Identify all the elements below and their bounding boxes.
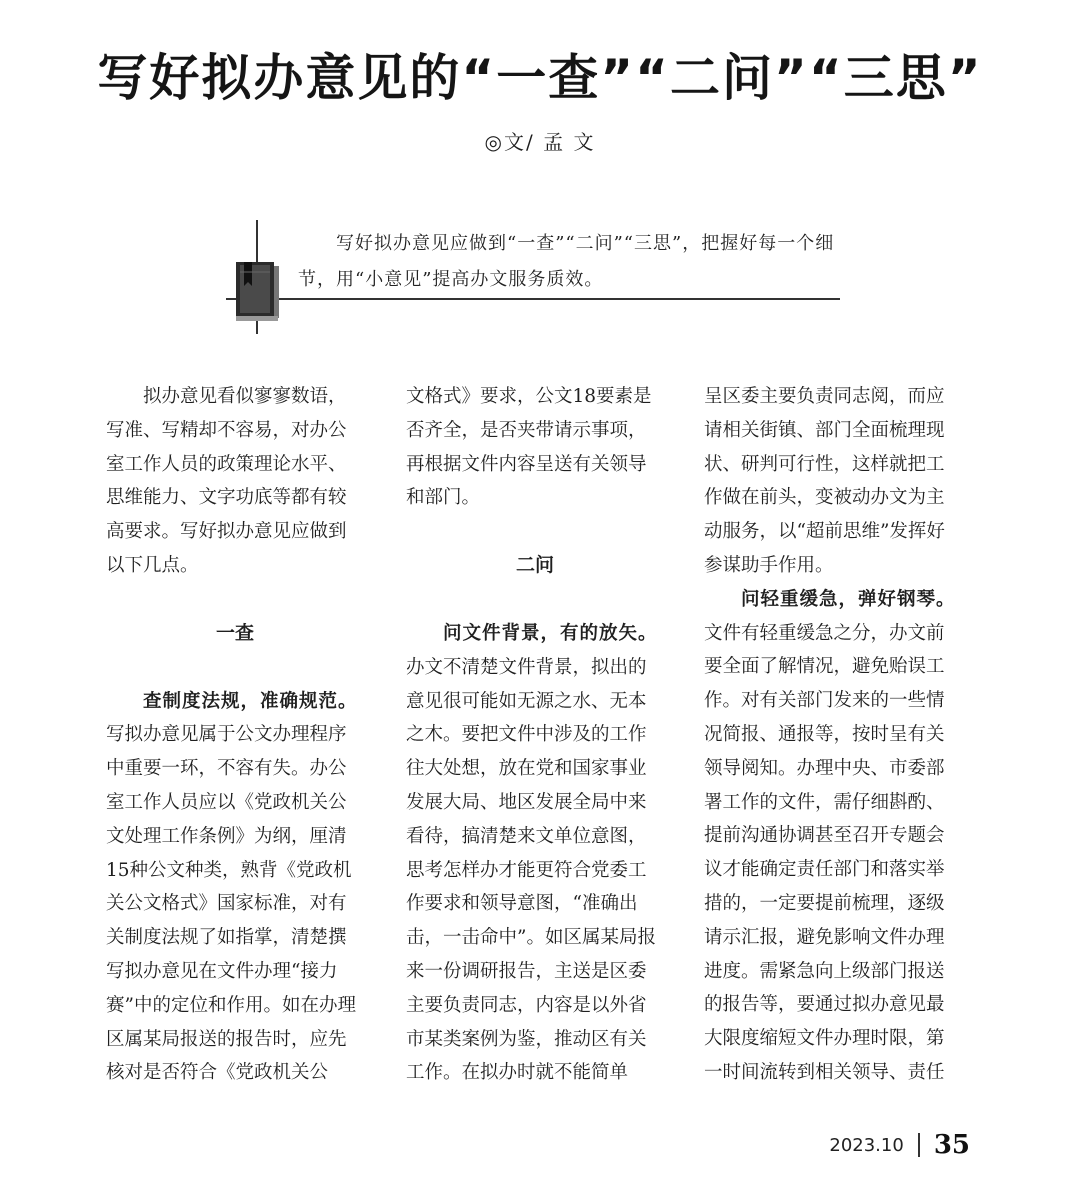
lead-sentence: 查制度法规，准确规范。 bbox=[143, 690, 358, 712]
abstract-box bbox=[226, 220, 856, 340]
body-paragraph: 文件有轻重缓急之分，办文前要全面了解情况，避免贻误工作。对有关部门发来的一些情况简报、通报等，按时呈有关领导阅知。办理中央、市委部署工作的文件，需仔细斟酌、提前沟通协调甚至召开专题会议才能确定责任部门和落实举措的，一定要提前梳理，逐级请示汇报，避免影响文件办理进度。需紧急向上级部门报送的报告等，要通过拟办意见最大限度缩短文件办理时限，第一时间流转到相关领导、责任 bbox=[704, 622, 945, 1083]
body-paragraph: 办文不清楚文件背景，拟出的意见很可能如无源之水、无本之木。要把文件中涉及的工作往大处想，放在党和国家事业发展大局、地区发展全局中来看待，搞清楚来文单位意图，思考怎样办才能更符合党委工作要求和领导意图，“准确出击，一击命中”。如区属某局报来一份调研报告，主送是区委主要负责同志，内容是以外省市某类案例为鉴，推动区有关工作。在拟办时就不能简单 bbox=[406, 656, 656, 1084]
continued-paragraph: 文格式》要求，公文18要素是否齐全，是否夹带请示事项，再根据文件内容呈送有关领导和部门。 bbox=[406, 386, 652, 509]
continued-paragraph: 呈区委主要负责同志阅，而应请相关街镇、部门全面梳理现状、研判可行性，这样就把工作做在前头，变被动办文为主动服务，以“超前思维”发挥好参谋助手作用。 bbox=[704, 386, 945, 576]
column-3 bbox=[704, 380, 962, 1090]
lead-sentence: 问轻重缓急，弹好钢琴。 bbox=[741, 588, 956, 610]
page-footer bbox=[829, 1130, 970, 1160]
section-heading-1: 一查 bbox=[215, 621, 254, 644]
footer-divider bbox=[918, 1133, 920, 1157]
article-title: 写好拟办意见的“一查”“二问”“三思” bbox=[97, 49, 983, 107]
page-number: 35 bbox=[933, 1130, 970, 1160]
abstract-text: 写好拟办意见应做到“一查”“二问”“三思”，把握好每一个细节，用“小意见”提高办文服务质效。 bbox=[298, 233, 835, 290]
body-paragraph: 写拟办意见属于公文办理程序中重要一环，不容有失。办公室工作人员应以《党政机关公文处理工作条例》为纲，厘清15种公文种类，熟背《党政机关公文格式》国家标准，对有关制度法规了如指掌，清楚撰写拟办意见在文件办理“接力赛”中的定位和作用。如在办理区属某局报送的报告时，应先核对是否符合《党政机关公 bbox=[106, 724, 356, 1084]
abstract-horizontal-rule bbox=[226, 298, 840, 300]
column-1 bbox=[106, 380, 364, 1090]
lead-sentence: 问文件背景，有的放矢。 bbox=[443, 622, 658, 644]
column-2 bbox=[406, 380, 664, 1090]
section-heading-2: 二问 bbox=[515, 554, 554, 577]
issue-date: 2023.10 bbox=[829, 1134, 904, 1156]
byline: ◎文/ 孟 文 bbox=[484, 130, 596, 154]
book-icon bbox=[234, 260, 280, 322]
intro-paragraph: 拟办意见看似寥寥数语，写准、写精却不容易，对办公室工作人员的政策理论水平、思维能力、文字功底等都有较高要求。写好拟办意见应做到以下几点。 bbox=[106, 386, 347, 576]
